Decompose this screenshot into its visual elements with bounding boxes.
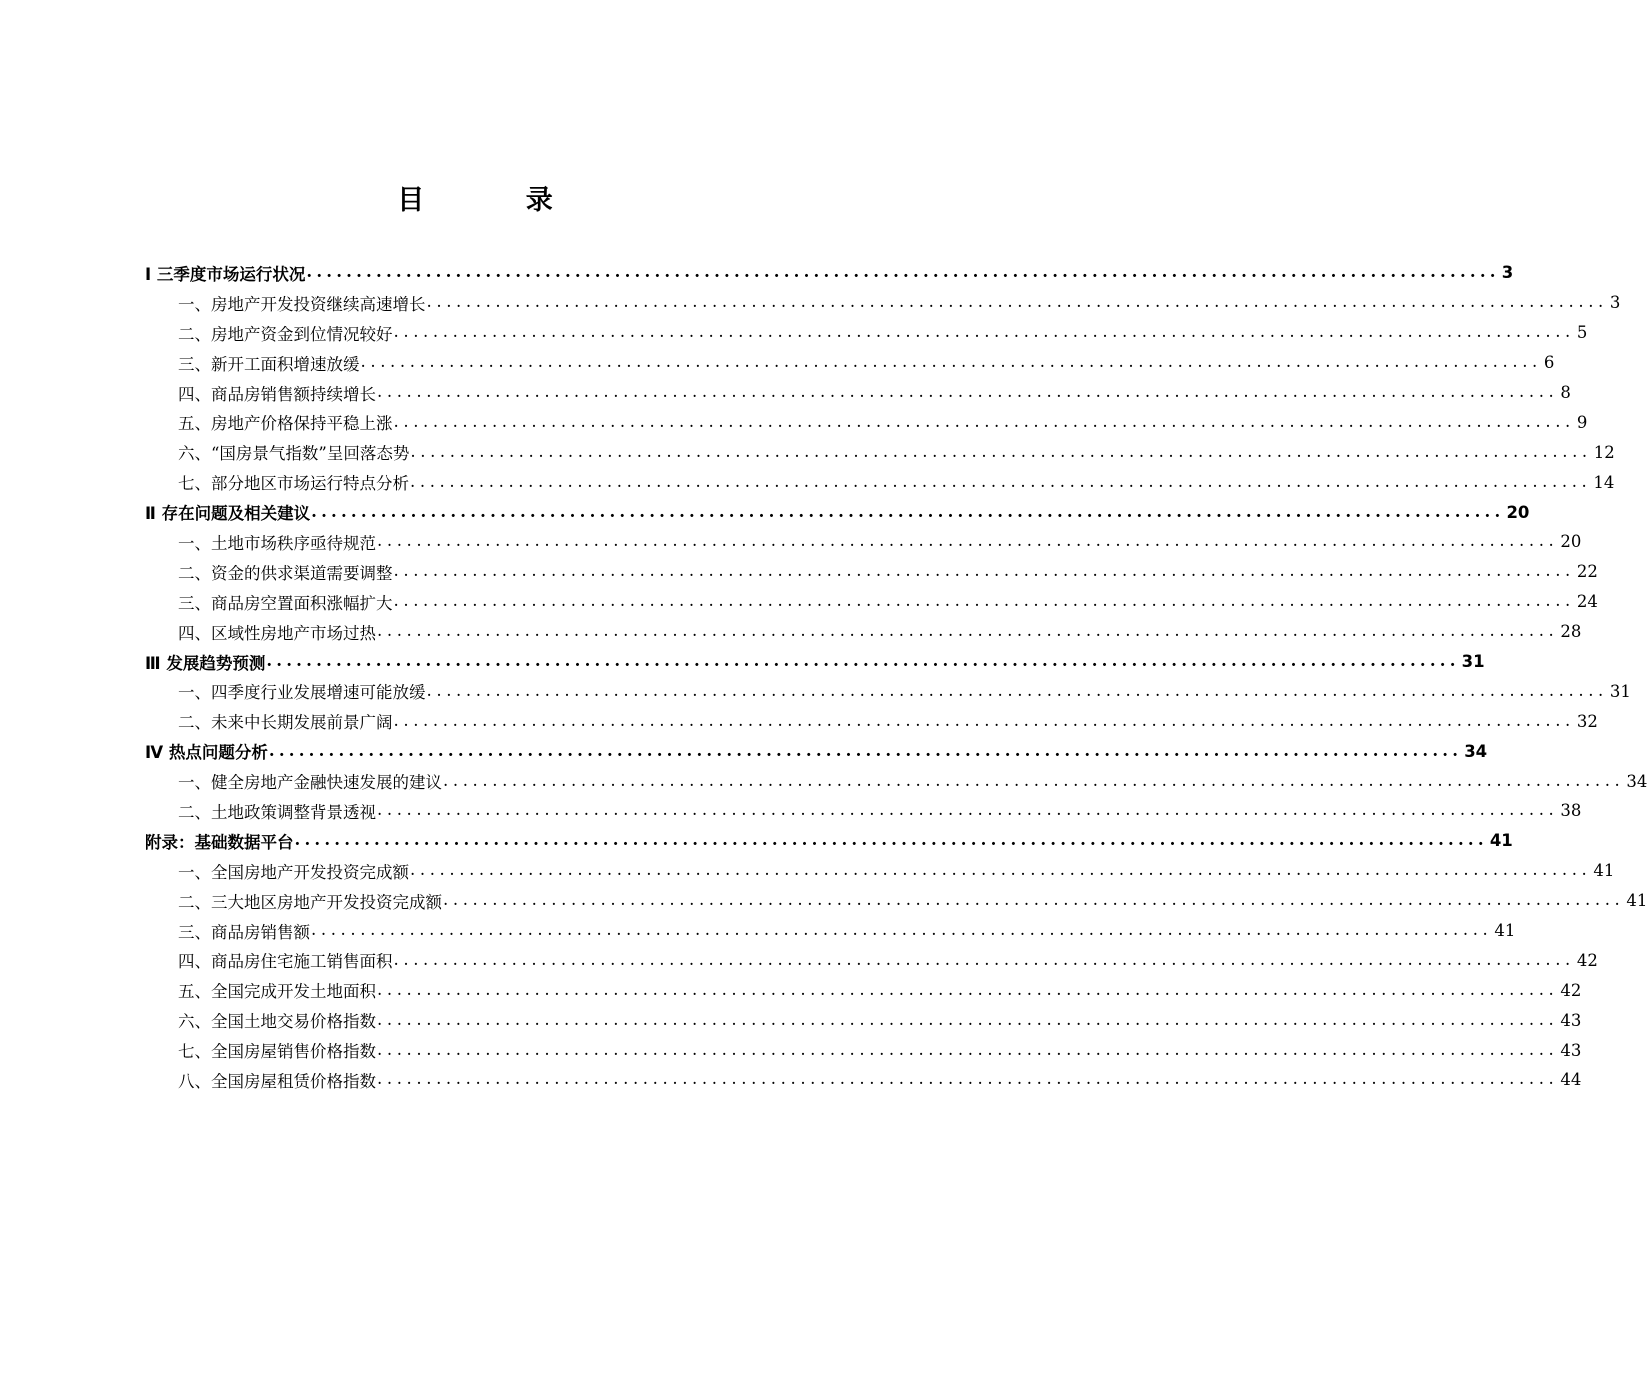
dot-leader: ........................................................................................................................ bbox=[377, 1039, 1559, 1059]
toc-entry-page: 31 bbox=[1461, 652, 1485, 672]
dot-leader: ........................................................................................................................ bbox=[426, 680, 1608, 700]
toc-entry[interactable] bbox=[145, 945, 1598, 975]
toc-entry[interactable] bbox=[145, 318, 1588, 348]
toc-entry-label: 附录：基础数据平台 bbox=[145, 832, 294, 852]
toc-entry-label: 四、商品房住宅施工销售面积 bbox=[178, 952, 393, 972]
toc-entry-label: Ⅳ 热点问题分析 bbox=[145, 743, 268, 763]
toc-entry[interactable] bbox=[145, 975, 1582, 1005]
toc-entry[interactable] bbox=[145, 706, 1598, 736]
dot-leader: ........................................................................................................................ bbox=[393, 591, 1575, 611]
toc-entry[interactable] bbox=[145, 467, 1615, 497]
dot-leader: ........................................................................................................................ bbox=[377, 382, 1559, 401]
dot-leader: ........................................................................................................................ bbox=[360, 352, 1542, 372]
dot-leader: ........................................................................................................................ bbox=[306, 262, 1500, 282]
toc-entry-label: 八、全国房屋租赁价格指数 bbox=[178, 1071, 376, 1091]
toc-entry-page: 6 bbox=[1543, 353, 1555, 373]
toc-entry-label: 一、房地产开发投资继续高速增长 bbox=[178, 294, 426, 314]
toc-entry[interactable] bbox=[145, 437, 1615, 467]
toc-entry-label: 四、区域性房地产市场过热 bbox=[178, 623, 376, 643]
dot-leader: ........................................................................................................................ bbox=[377, 1009, 1559, 1029]
toc-entry[interactable] bbox=[145, 1035, 1582, 1065]
toc-entry[interactable] bbox=[145, 497, 1530, 527]
toc-entry-label: 二、土地政策调整背景透视 bbox=[178, 802, 376, 822]
dot-leader: ........................................................................................................................ bbox=[311, 920, 1493, 940]
toc-entry-page: 41 bbox=[1593, 861, 1615, 881]
toc-entry-page: 38 bbox=[1560, 801, 1582, 821]
toc-entry[interactable] bbox=[145, 288, 1621, 318]
toc-entry-page: 41 bbox=[1626, 891, 1647, 911]
toc-entry-label: 二、资金的供求渠道需要调整 bbox=[178, 563, 393, 583]
toc-entry[interactable] bbox=[145, 826, 1513, 856]
toc-entry-page: 43 bbox=[1560, 1010, 1582, 1030]
toc-entry-page: 42 bbox=[1560, 980, 1582, 1000]
toc-entry-label: 五、房地产价格保持平稳上涨 bbox=[178, 414, 393, 434]
toc-entry[interactable] bbox=[145, 258, 1514, 288]
toc-entry[interactable] bbox=[145, 617, 1582, 647]
toc-entry-page: 20 bbox=[1506, 502, 1530, 522]
dot-leader: ........................................................................................................................ bbox=[393, 710, 1575, 730]
toc-entry-page: 24 bbox=[1576, 592, 1598, 612]
toc-entry[interactable] bbox=[145, 348, 1555, 378]
toc-entry-page: 32 bbox=[1576, 711, 1598, 731]
dot-leader: ........................................................................................................................ bbox=[377, 800, 1559, 820]
toc-entry[interactable] bbox=[145, 766, 1647, 796]
toc-entry-label: 三、商品房空置面积涨幅扩大 bbox=[178, 593, 393, 613]
toc-entry-page: 3 bbox=[1501, 263, 1514, 283]
toc-entry-page: 28 bbox=[1560, 622, 1582, 642]
dot-leader: ........................................................................................................................ bbox=[377, 531, 1559, 551]
toc-entry[interactable] bbox=[145, 587, 1598, 617]
toc-entry-label: 三、新开工面积增速放缓 bbox=[178, 354, 360, 374]
toc-entry[interactable] bbox=[145, 916, 1516, 946]
toc-entry-label: 六、全国土地交易价格指数 bbox=[178, 1012, 376, 1032]
toc-entry-page: 20 bbox=[1560, 532, 1582, 552]
toc-entry-label: 七、部分地区市场运行特点分析 bbox=[178, 474, 409, 494]
toc-entry-label: 一、四季度行业发展增速可能放缓 bbox=[178, 683, 426, 703]
toc-entry-page: 14 bbox=[1593, 472, 1615, 492]
toc-entry-page: 8 bbox=[1560, 383, 1571, 402]
toc-entry-page: 34 bbox=[1464, 741, 1488, 761]
toc-entry-label: 二、三大地区房地产开发投资完成额 bbox=[178, 892, 442, 912]
toc-entry-label: 一、土地市场秩序亟待规范 bbox=[178, 533, 376, 553]
dot-leader: ........................................................................................................................ bbox=[393, 561, 1575, 581]
toc-entry[interactable] bbox=[145, 647, 1485, 677]
toc-entry-label: Ⅱ 存在问题及相关建议 bbox=[145, 504, 311, 524]
dot-leader: ........................................................................................................................ bbox=[443, 770, 1625, 790]
toc-entry-label: Ⅲ 发展趋势预测 bbox=[145, 653, 266, 673]
dot-leader: ........................................................................................................................ bbox=[377, 979, 1559, 999]
dot-leader: ........................................................................................................................ bbox=[311, 501, 1505, 521]
dot-leader: ........................................................................................................................ bbox=[268, 740, 1463, 760]
dot-leader: ........................................................................................................................ bbox=[393, 322, 1575, 342]
toc-entry-page: 43 bbox=[1560, 1040, 1582, 1060]
toc-entry-label: 二、房地产资金到位情况较好 bbox=[178, 324, 393, 344]
toc-entry-page: 41 bbox=[1489, 831, 1513, 851]
dot-leader: ........................................................................................................................ bbox=[410, 860, 1592, 880]
toc-entry-label: 一、健全房地产金融快速发展的建议 bbox=[178, 773, 442, 793]
toc-entry-page: 31 bbox=[1609, 681, 1631, 701]
toc-entry[interactable] bbox=[145, 407, 1588, 437]
toc-entry-label: 六、“国房景气指数”呈回落态势 bbox=[178, 444, 410, 464]
dot-leader: ........................................................................................................................ bbox=[410, 441, 1592, 461]
dot-leader: ........................................................................................................................ bbox=[266, 651, 1460, 671]
toc-entry[interactable] bbox=[145, 557, 1598, 587]
dot-leader: ........................................................................................................................ bbox=[377, 1069, 1559, 1089]
toc-entry[interactable] bbox=[145, 1065, 1582, 1095]
dot-leader: ........................................................................................................................ bbox=[294, 830, 1488, 850]
toc-entry-label: 四、商品房销售额持续增长 bbox=[178, 384, 376, 404]
toc-entry-label: 二、未来中长期发展前景广阔 bbox=[178, 713, 393, 733]
toc-title: 目 录 bbox=[397, 185, 599, 216]
table-of-contents bbox=[145, 258, 1647, 1095]
toc-entry[interactable] bbox=[145, 676, 1631, 706]
toc-entry-page: 9 bbox=[1576, 412, 1588, 432]
toc-entry-label: 一、全国房地产开发投资完成额 bbox=[178, 862, 409, 882]
toc-entry-page: 44 bbox=[1560, 1070, 1582, 1090]
toc-entry[interactable] bbox=[145, 378, 1571, 408]
toc-entry-page: 42 bbox=[1576, 950, 1598, 970]
toc-entry-label: 七、全国房屋销售价格指数 bbox=[178, 1042, 376, 1062]
toc-entry-label: Ⅰ 三季度市场运行状况 bbox=[145, 264, 306, 284]
dot-leader: ........................................................................................................................ bbox=[426, 292, 1608, 312]
dot-leader: ........................................................................................................................ bbox=[393, 949, 1575, 969]
toc-entry[interactable] bbox=[145, 856, 1615, 886]
dot-leader: ........................................................................................................................ bbox=[410, 471, 1592, 491]
toc-entry-page: 34 bbox=[1626, 771, 1647, 791]
dot-leader: ........................................................................................................................ bbox=[377, 621, 1559, 641]
toc-entry-page: 12 bbox=[1593, 442, 1615, 462]
toc-entry-page: 41 bbox=[1494, 921, 1516, 941]
toc-entry-label: 五、全国完成开发土地面积 bbox=[178, 982, 376, 1002]
toc-entry[interactable] bbox=[145, 1005, 1582, 1035]
toc-entry[interactable] bbox=[145, 736, 1488, 766]
dot-leader: ........................................................................................................................ bbox=[393, 411, 1575, 431]
toc-entry-label: 三、商品房销售额 bbox=[178, 922, 310, 942]
toc-entry-page: 22 bbox=[1576, 562, 1598, 582]
toc-entry[interactable] bbox=[145, 796, 1582, 826]
toc-entry[interactable] bbox=[145, 886, 1647, 916]
toc-entry-page: 5 bbox=[1576, 323, 1588, 343]
toc-entry-page: 3 bbox=[1609, 293, 1621, 313]
toc-entry[interactable] bbox=[145, 527, 1582, 557]
dot-leader: ........................................................................................................................ bbox=[443, 890, 1625, 910]
